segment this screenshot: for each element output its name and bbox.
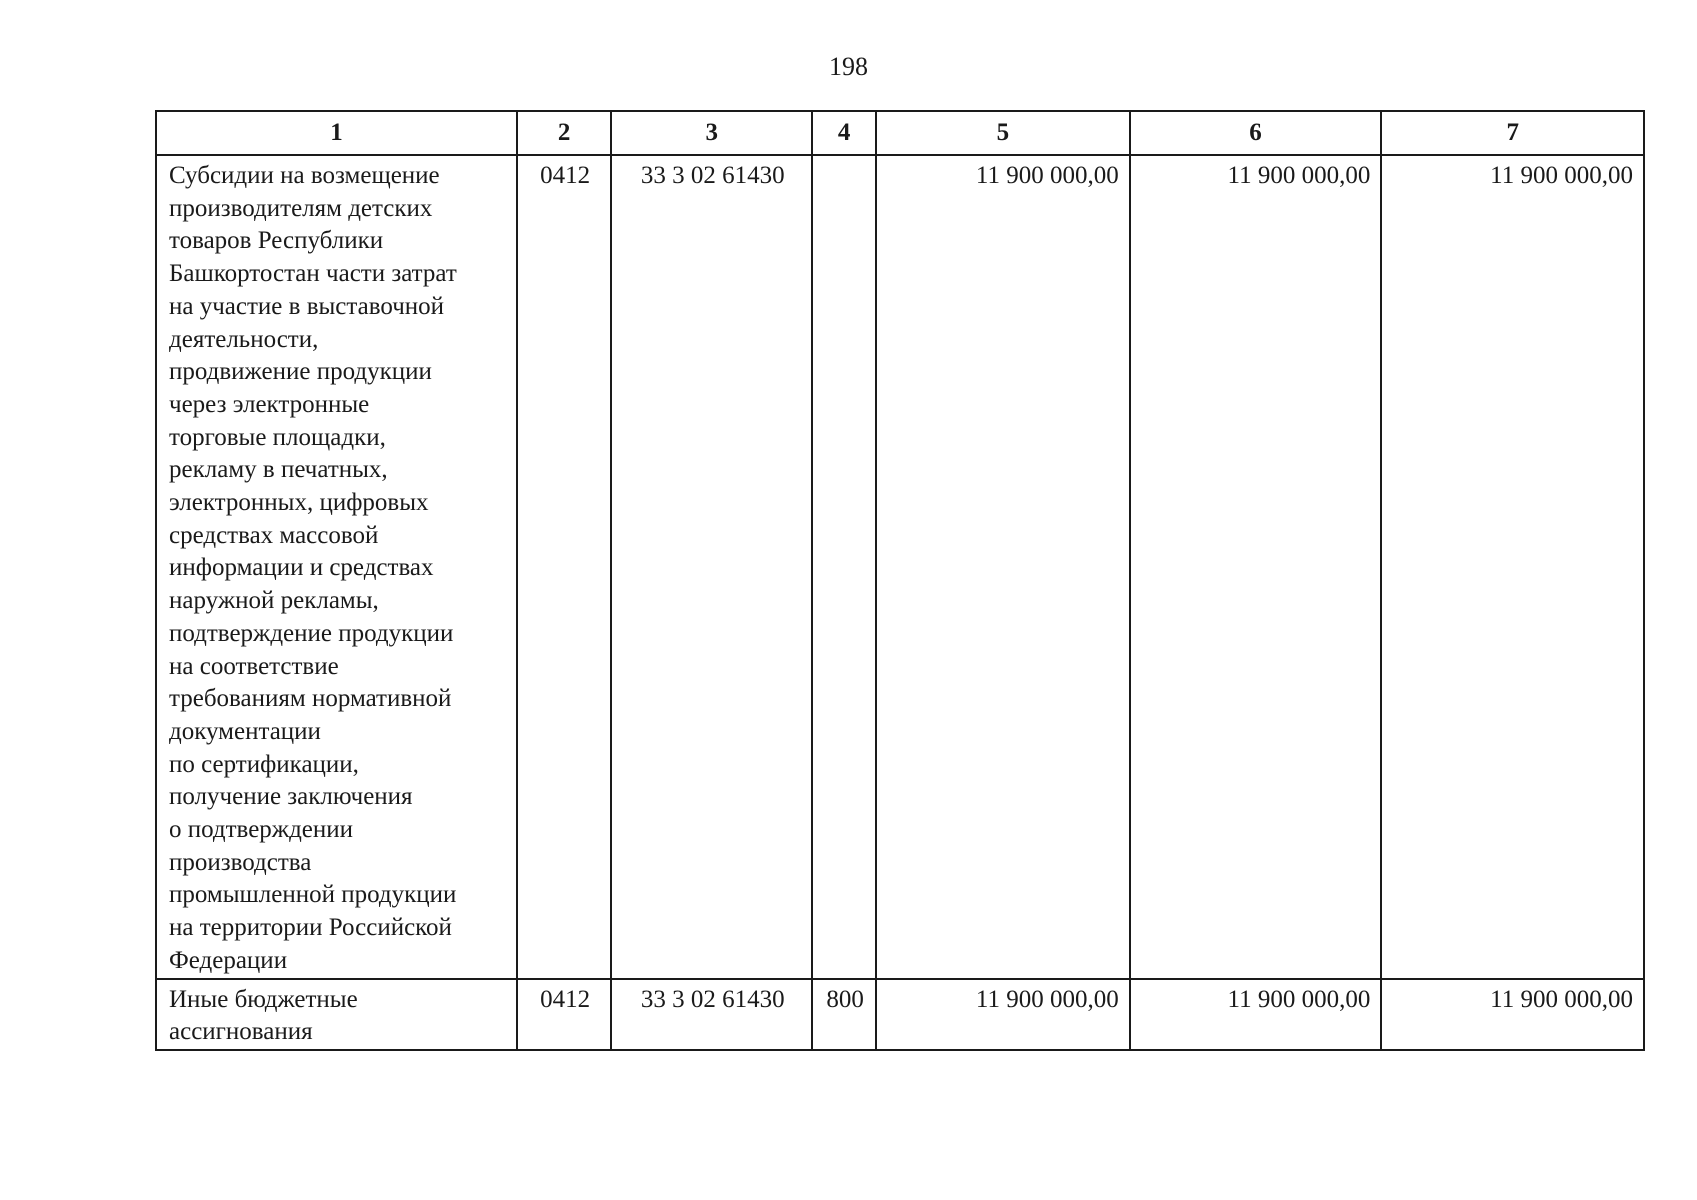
name-line: документации bbox=[169, 717, 321, 745]
amount-cell-col5: 11 900 000,00 bbox=[876, 979, 1130, 1050]
name-line: электронных, цифровых bbox=[169, 489, 429, 517]
name-line: Федерации bbox=[169, 946, 288, 974]
table-row bbox=[156, 155, 1644, 979]
page-number: 198 bbox=[829, 52, 868, 81]
name-line: ассигнования bbox=[169, 1018, 313, 1046]
name-line: Субсидии на возмещение bbox=[169, 162, 440, 189]
name-line: торговые площадки, bbox=[169, 423, 386, 451]
expense-type-cell: 800 bbox=[812, 979, 875, 1050]
budget-table bbox=[155, 110, 1645, 1051]
section-code-cell: 0412 bbox=[517, 979, 611, 1050]
name-line: Башкортостан части затрат bbox=[169, 260, 457, 288]
name-line: на участие в выставочной bbox=[169, 292, 445, 320]
name-line: на территории Российской bbox=[169, 914, 452, 942]
column-header-2: 2 bbox=[517, 111, 611, 155]
name-line: рекламу в печатных, bbox=[169, 456, 388, 484]
name-line: деятельности, bbox=[169, 325, 319, 353]
table-row bbox=[156, 979, 1644, 1050]
column-header-1: 1 bbox=[156, 111, 517, 155]
name-line: производства bbox=[169, 848, 312, 876]
name-line: продвижение продукции bbox=[169, 358, 432, 386]
name-line: производителям детских bbox=[169, 194, 433, 222]
column-number-header-row bbox=[156, 111, 1644, 155]
expense-type-cell bbox=[812, 155, 875, 979]
amount-cell-col6: 11 900 000,00 bbox=[1130, 155, 1382, 979]
name-line: через электронные bbox=[169, 390, 370, 418]
amount-cell-col7: 11 900 000,00 bbox=[1381, 155, 1644, 979]
amount-cell-col7: 11 900 000,00 bbox=[1381, 979, 1644, 1050]
name-line: Иные бюджетные bbox=[169, 985, 358, 1013]
name-line: товаров Республики bbox=[169, 227, 384, 255]
column-header-4: 4 bbox=[812, 111, 875, 155]
name-line: о подтверждении bbox=[169, 816, 354, 844]
target-article-cell: 33 3 02 61430 bbox=[611, 979, 812, 1050]
row-name-cell bbox=[156, 155, 517, 979]
column-header-5: 5 bbox=[876, 111, 1130, 155]
name-line: на соответствие bbox=[169, 652, 339, 680]
amount-cell-col6: 11 900 000,00 bbox=[1130, 979, 1382, 1050]
column-header-3: 3 bbox=[611, 111, 812, 155]
name-line: подтверждение продукции bbox=[169, 619, 454, 647]
name-line: по сертификации, bbox=[169, 750, 359, 778]
name-line: требованиям нормативной bbox=[169, 685, 452, 713]
target-article-cell: 33 3 02 61430 bbox=[611, 155, 812, 979]
amount-cell-col5: 11 900 000,00 bbox=[876, 155, 1130, 979]
section-code-cell: 0412 bbox=[517, 155, 611, 979]
column-header-7: 7 bbox=[1381, 111, 1644, 155]
name-line: наружной рекламы, bbox=[169, 587, 379, 615]
name-line: средствах массовой bbox=[169, 521, 379, 549]
column-header-6: 6 bbox=[1130, 111, 1382, 155]
name-line: промышленной продукции bbox=[169, 881, 457, 909]
name-line: получение заключения bbox=[169, 783, 413, 811]
row-name-cell bbox=[156, 979, 517, 1050]
name-line: информации и средствах bbox=[169, 554, 434, 582]
